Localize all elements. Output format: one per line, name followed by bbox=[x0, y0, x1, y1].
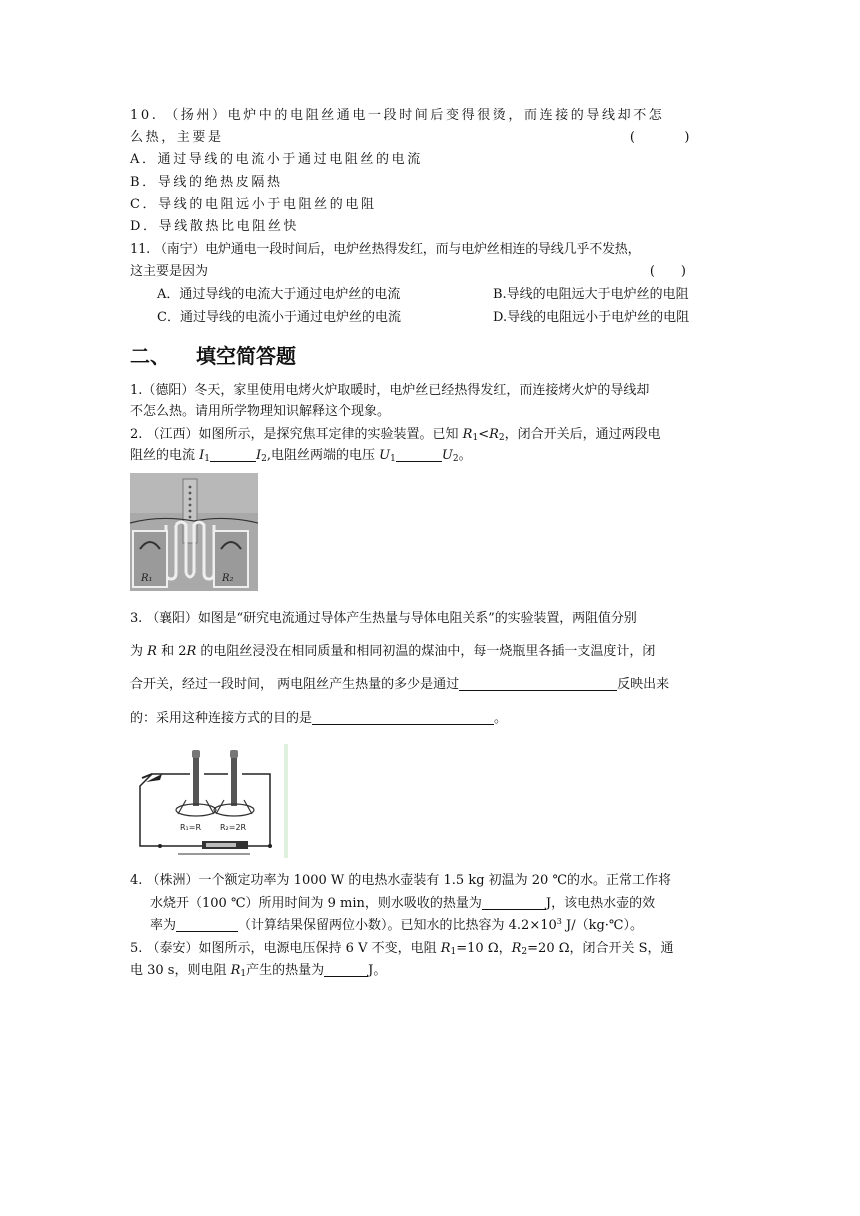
fq4-line2: 水烧开（100 ℃）所用时间为 9 min，则水吸收的热量为 J，该电热水壶的效 bbox=[150, 896, 656, 911]
fig-label-r1: R₁=R bbox=[180, 823, 202, 832]
q10-line1: 10. （扬州）电炉中的电阻丝通电一段时间后变得很烫，而连接的导线却不怎 bbox=[130, 108, 665, 123]
answer-blank[interactable] bbox=[210, 447, 256, 462]
fq5-line2: 电 30 s，则电阻 $R_1$产生的热量为 J。 bbox=[130, 963, 387, 979]
fig-label-r1: R₁ bbox=[141, 573, 153, 584]
q10-option-d: D．导线散热比电阻丝快 bbox=[130, 219, 300, 234]
fig-label-r2: R₂=2R bbox=[220, 823, 247, 832]
section-heading: 二、 填空简答题 bbox=[130, 344, 296, 368]
joule-law-apparatus-figure bbox=[130, 473, 258, 591]
q11-line1: 11. （南宁）电炉通电一段时间后，电炉丝热得发红，而与电炉丝相连的导线几乎不发热， bbox=[130, 242, 641, 257]
q11-option-a: A．通过导线的电流大于通过电炉丝的电流 bbox=[157, 287, 401, 302]
fq5-line1: 5. （泰安）如图所示，电源电压保持 6 V 不变，电阻 $R_1=10$ Ω，$R_2=20$ Ω，闭合开关 S，通 bbox=[130, 941, 674, 957]
fq3-line4: 的：采用这种连接方式的目的是 。 bbox=[130, 711, 508, 726]
q10-option-b: B．导线的绝热皮隔热 bbox=[130, 175, 283, 190]
fq2-line2: 阻丝的电流 $I_1$ $I_2$,电阻丝两端的电压 $U_1$ $U_2$。 bbox=[130, 448, 472, 464]
q10-option-c: C．导线的电阻远小于电阻丝的电阻 bbox=[130, 197, 377, 212]
q11-option-c: C．通过导线的电流小于通过电炉丝的电流 bbox=[157, 310, 401, 325]
fq1-line2: 不怎么热。请用所学物理知识解释这个现象。 bbox=[130, 404, 391, 419]
answer-blank[interactable] bbox=[312, 710, 494, 725]
q10-line2: 么热，主要是 ( ) bbox=[130, 129, 730, 147]
fq1-line1: 1.（德阳）冬天，家里使用电烤火炉取暖时，电炉丝已经热得发红，而连接烤火炉的导线却 bbox=[130, 383, 650, 398]
answer-blank[interactable] bbox=[176, 917, 238, 932]
fq2-line1: 2. （江西）如图所示，是探究焦耳定律的实验装置。已知 $R_1<R_2$，闭合开关后，通过两段电 bbox=[130, 427, 661, 443]
fq3-line3: 合开关，经过一段时间， 两电阻丝产生热量的多少是通过 反映出来 bbox=[130, 677, 670, 692]
answer-paren: ( ) bbox=[629, 130, 692, 145]
answer-blank[interactable] bbox=[396, 447, 442, 462]
answer-blank[interactable] bbox=[324, 962, 368, 977]
answer-blank[interactable] bbox=[459, 676, 617, 691]
fq4-line3: 率为 （计算结果保留两位小数）。已知水的比热容为 $4.2\times 10^3$ J/（kg·℃）。 bbox=[150, 917, 643, 933]
q11-option-d: D.导线的电阻远小于电炉丝的电阻 bbox=[493, 310, 690, 325]
answer-blank[interactable] bbox=[482, 895, 546, 910]
answer-paren: ( ) bbox=[649, 264, 686, 279]
q11-line2: 这主要是因为 ( ) bbox=[130, 263, 730, 281]
fq3-line1: 3. （襄阳）如图是“研究电流通过导体产生热量与导体电阻关系”的实验装置，两阻值分别 bbox=[130, 611, 637, 626]
resistance-heat-circuit-figure bbox=[130, 744, 288, 858]
fq4-line1: 4. （株洲）一个额定功率为 1000 W 的电热水壶装有 1.5 kg 初温为 20 ℃的水。正常工作将 bbox=[130, 873, 671, 888]
fig-label-r2: R₂ bbox=[222, 573, 234, 584]
fq3-line2: 为 R 和 2R 的电阻丝浸没在相同质量和相同初温的煤油中，每一烧瓶里各插一支温度计，闭 bbox=[130, 644, 656, 659]
q11-option-b: B.导线的电阻远大于电炉丝的电阻 bbox=[493, 287, 689, 302]
q10-option-a: A．通过导线的电流小于通过电阻丝的电流 bbox=[130, 152, 423, 167]
